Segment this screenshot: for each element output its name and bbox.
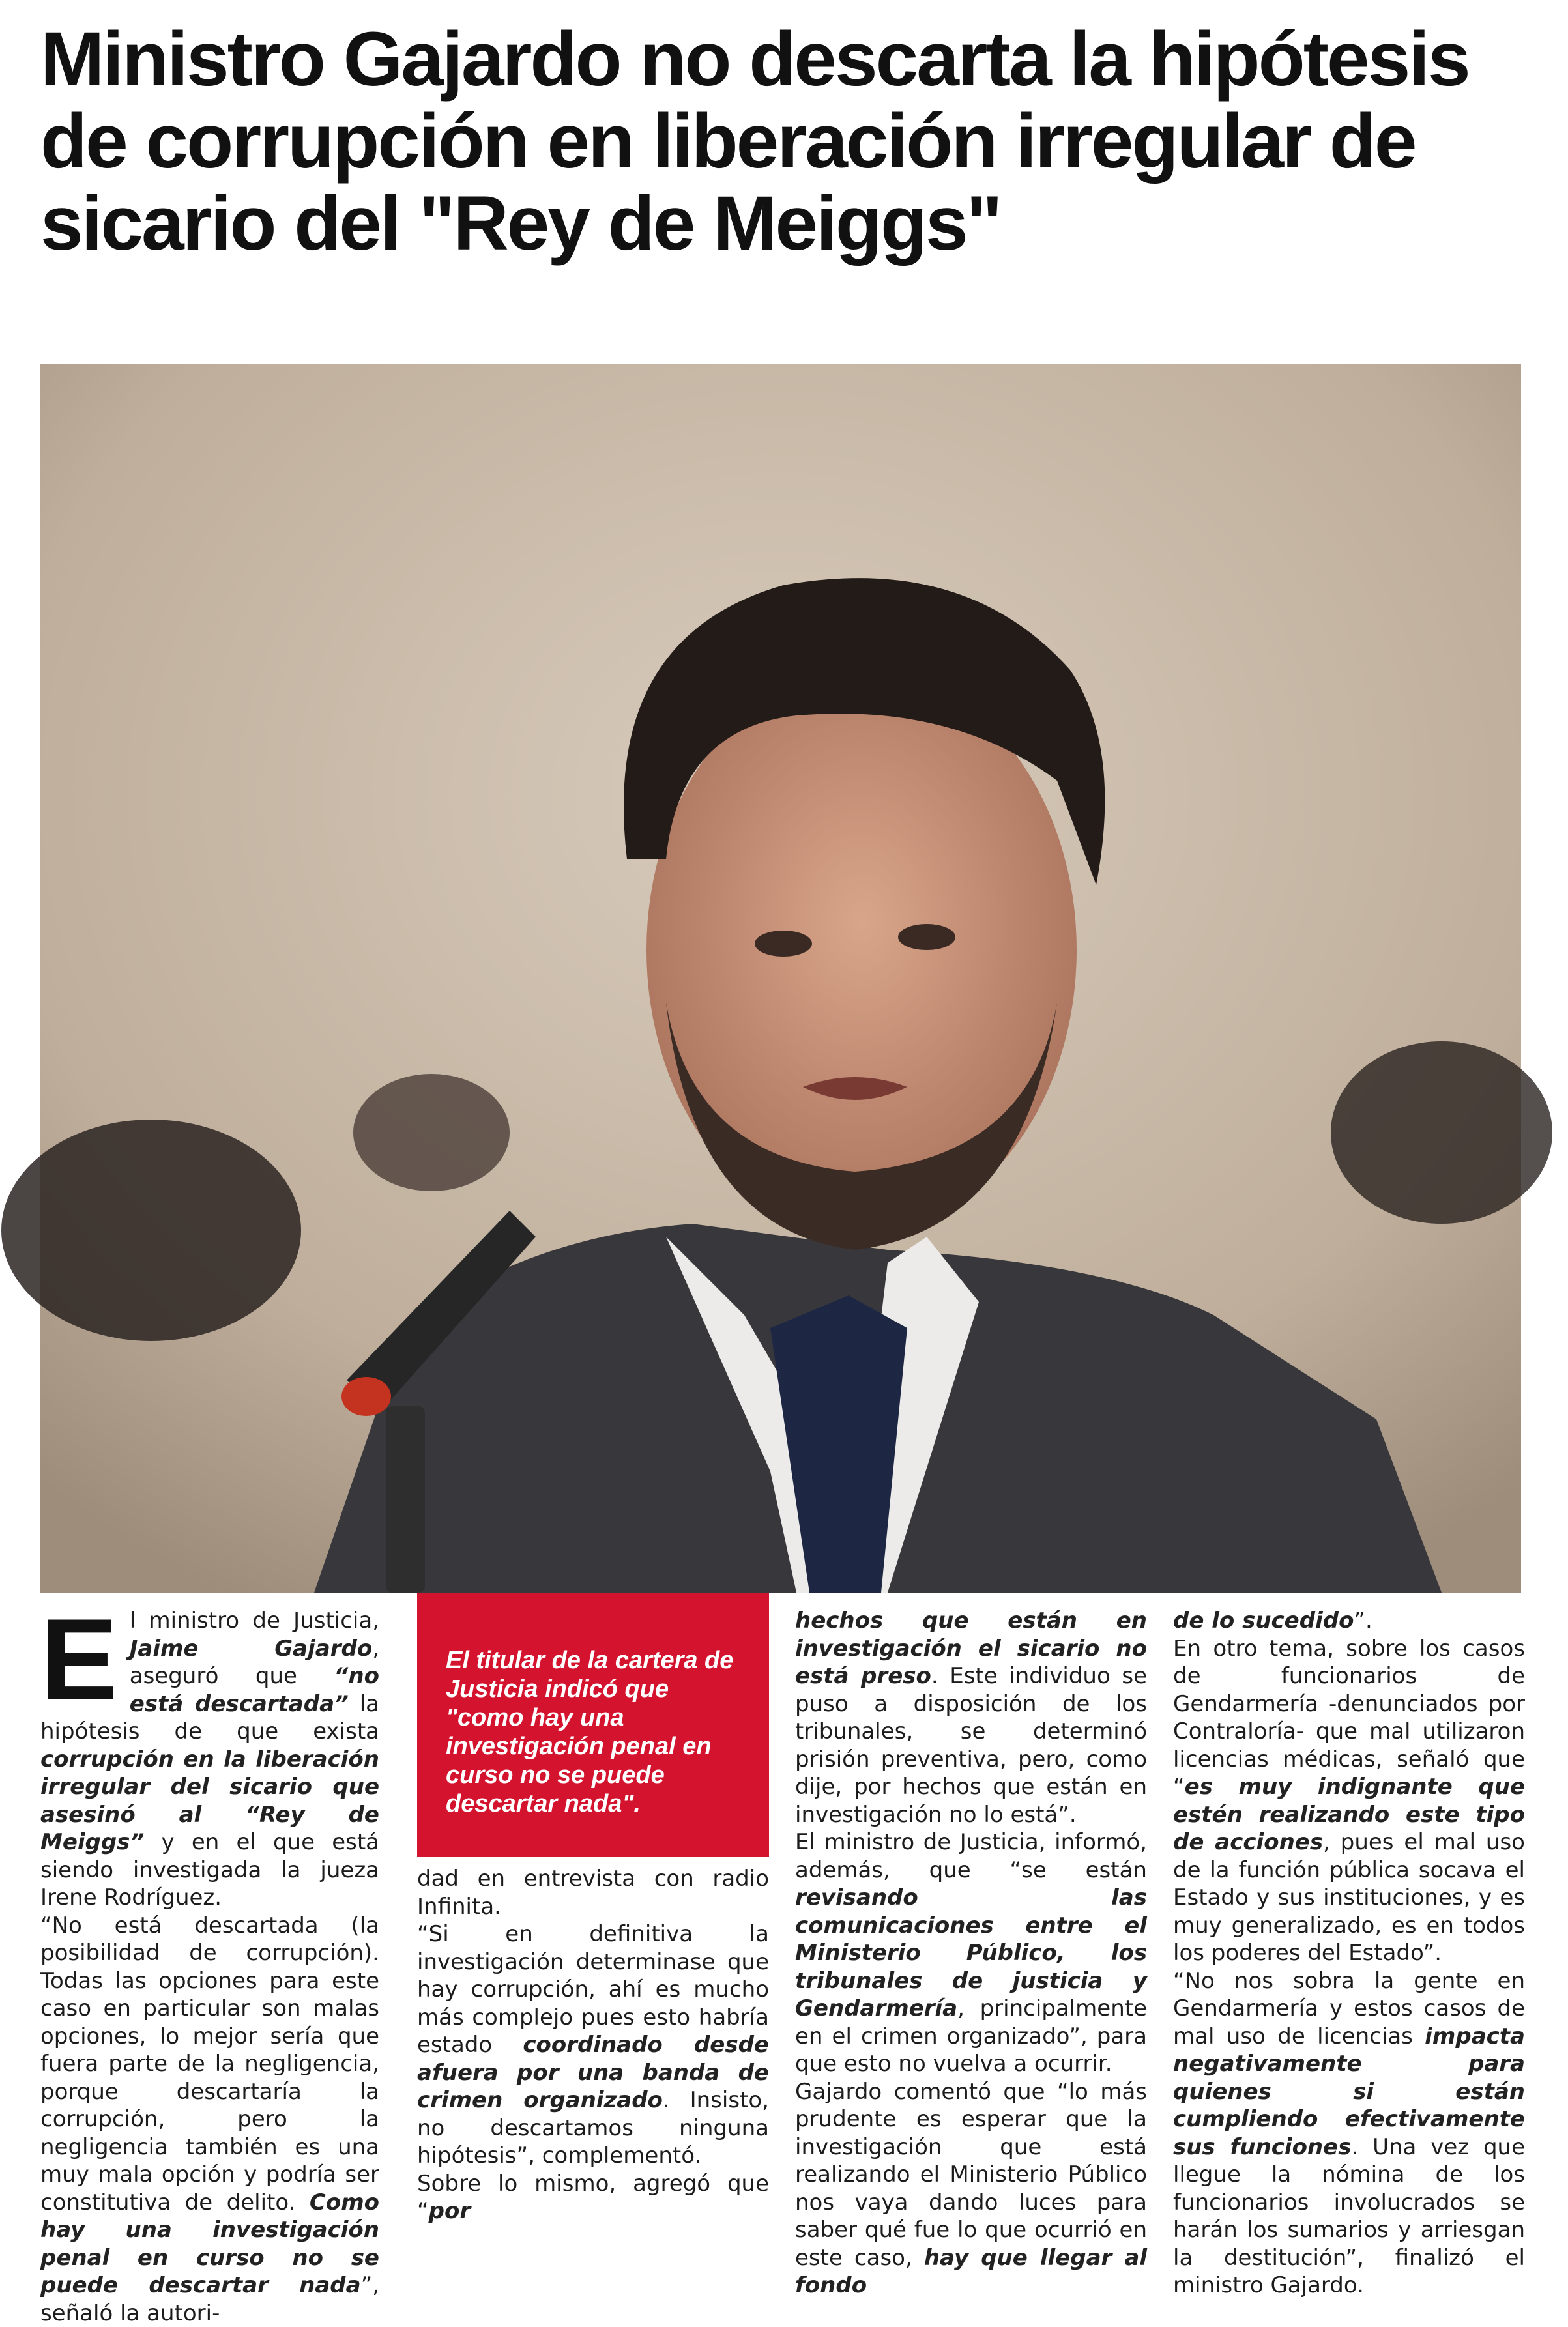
paragraph: l ministro de Justicia, Jaime Gajardo, aseguró que “no está descartada” la hipótesis de que exista corrupción en la liberación irregular del sicario que asesinó al “Rey de Meiggs” y en el que está siendo investigada la jueza Irene Rodríguez. — [40, 1607, 379, 1912]
paragraph: Gajardo comentó que “lo más prudente es esperar que la investigación que está realizando el Ministerio Público nos vaya dando luces para saber qué fue lo que ocurrió en este caso, hay que llegar al fondo — [795, 2078, 1147, 2300]
paragraph: “No nos sobra la gente en Gendarmería y estos casos de mal uso de licencias impacta negativamente para quienes si están cumpliendo efectivamente sus funciones. Una vez que llegue la nómina de los funcionarios involucrados se harán los sumarios y arriesgan la destitución”, finalizó el ministro Gajardo. — [1173, 1967, 1525, 2300]
paragraph: “Si en definitiva la investigación determinase que hay corrupción, ahí es mucho más complejo pues esto habría estado coordinado desde afuera por una banda de crimen organizado. Insisto, no descartamos ninguna hipótesis”, complementó. — [417, 1920, 769, 2170]
article-column-1 — [40, 1607, 379, 2102]
paragraph: El ministro de Justicia, informó, además, que “se están revisando las comunicaciones entre el Ministerio Público, los tribunales de justicia y Gendarmería, principalmente en el crimen organizado”, para que esto no vuelva a ocurrir. — [795, 1828, 1147, 2078]
article-photo — [40, 364, 1521, 1593]
pull-quote-text: El titular de la cartera de Justicia indicó que "como hay una investigación penal en curso no se puede descartar nada". — [446, 1646, 740, 1818]
paragraph: dad en entrevista con radio Infinita. — [417, 1865, 769, 1920]
article-column-3 — [795, 1607, 1147, 2102]
headline: Ministro Gajardo no descarta la hipótesis de corrupción en liberación irregular de sicario del "Rey de Meiggs" — [40, 18, 1539, 265]
article-column-4 — [1173, 1607, 1525, 2102]
drop-cap: E — [40, 1611, 118, 1709]
paragraph: de lo sucedido”. — [1173, 1607, 1525, 1635]
paragraph: En otro tema, sobre los casos de funcionarios de Gendarmería -denunciados por Contraloría- que mal utilizaron licencias médicas, señaló que “es muy indignante que estén realizando este tipo de acciones, pues el mal uso de la función pública socava el Estado y sus instituciones, y es muy generalizado, es en todos los poderes del Estado”. — [1173, 1635, 1525, 1967]
pull-quote-box — [417, 1593, 769, 1857]
paragraph: hechos que están en investigación el sicario no está preso. Este individuo se puso a disposición de los tribunales, se determinó prisión preventiva, pero, como dije, por hechos que están en investigación no lo está”. — [795, 1607, 1147, 1828]
paragraph: Sobre lo mismo, agregó que “por — [417, 2170, 769, 2225]
article-column-2 — [417, 1865, 769, 2103]
paragraph: “No está descartada (la posibilidad de corrupción). Todas las opciones para este caso en particular son malas opciones, lo mejor sería que fuera parte de la negligencia, porque descartaría la corrupción, pero la negligencia también es una muy mala opción y podría ser constitutiva de delito. Como hay una investigación penal en curso no se puede descartar nada”, señaló la autori- — [40, 1912, 379, 2327]
